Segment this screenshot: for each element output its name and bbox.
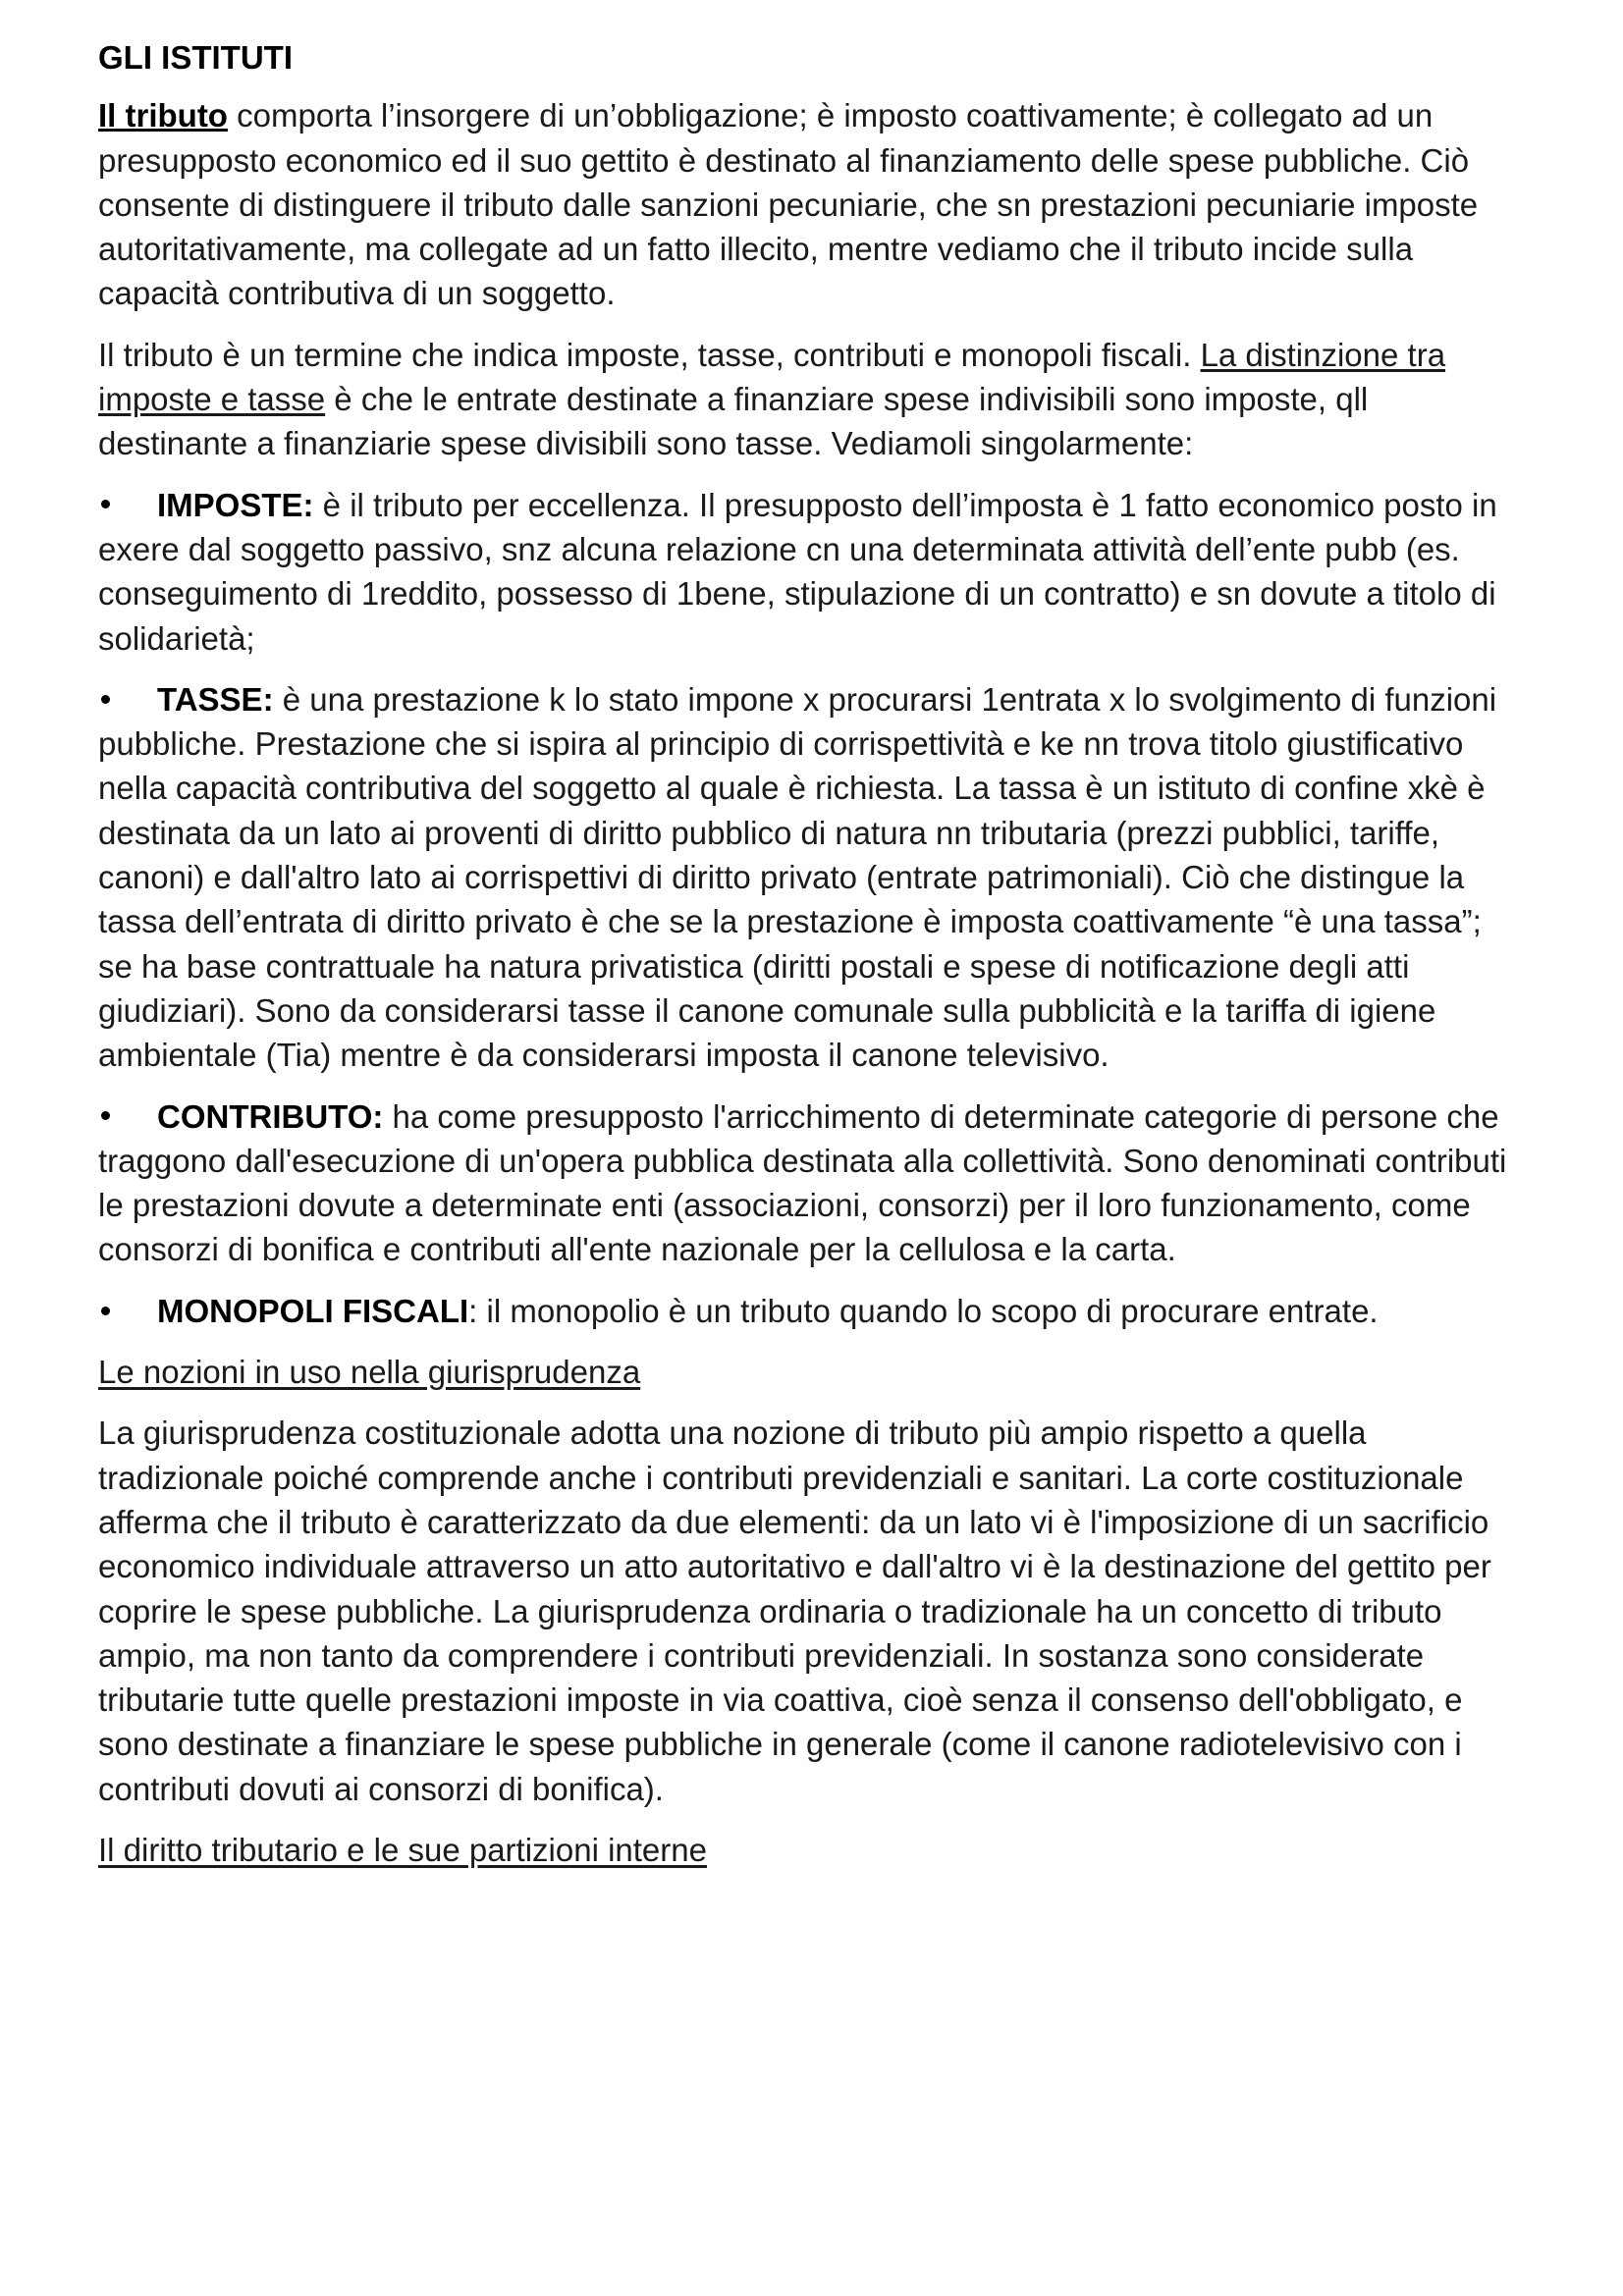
bullet-icon	[98, 677, 157, 721]
intro-text: comporta l’insorgere di un’obbligazione; è imposto coattivamente; è collegato ad un presupposto economico ed il suo gettito è destinato al finanziamento delle spese pubbliche. Ciò consente di distinguere il tributo dalle sanzioni pecuniarie, che sn prestazioni pecuniarie imposte autoritativamente, ma collegate ad un fatto illecito, mentre vediamo che il tributo incide sulla capacità contributiva di un soggetto.	[98, 97, 1479, 312]
bullet-icon	[98, 483, 157, 527]
document-title: GLI ISTITUTI	[98, 39, 293, 76]
section-heading-diritto-tributario: Il diritto tributario e le sue partizioni interne	[98, 1831, 707, 1868]
definition-text-after: è che le entrate destinate a finanziare spese indivisibili sono imposte, qll destinante a finanziarie spese divisibili sono tasse. Vediamoli singolarmente:	[98, 381, 1369, 462]
list-item-monopoli	[98, 1289, 1522, 1333]
list-item-text: : il monopolio è un tributo quando lo scopo di procurare entrate.	[468, 1292, 1379, 1329]
list-item-term: IMPOSTE:	[157, 486, 314, 523]
intro-lead: Il tributo	[98, 97, 228, 134]
list-item-imposte	[98, 483, 1522, 661]
list-item-text: è il tributo per eccellenza. Il presupposto dell’imposta è 1 fatto economico posto in exere dal soggetto passivo, snz alcuna relazione cn una determinata attività dell’ente pubb (es. conseguimento di 1reddito, possesso di 1bene, stipulazione di un contratto) e sn dovute a titolo di solidarietà;	[98, 486, 1497, 657]
list-item-tasse	[98, 677, 1522, 1078]
list-item-term: CONTRIBUTO:	[157, 1097, 384, 1135]
list-item-term: MONOPOLI FISCALI	[157, 1292, 469, 1329]
list-item-text: ha come presupposto l'arricchimento di determinate categorie di persone che traggono dall'esecuzione di un'opera pubblica destinata alla collettività. Sono denominati contributi le prestazioni dovute a determinate enti (associazioni, consorzi) per il loro funzionamento, come consorzi di bonifica e contributi all'ente nazionale per la cellulosa e la carta.	[98, 1097, 1507, 1268]
intro-paragraph	[98, 93, 1522, 315]
document-page	[98, 35, 1522, 1889]
list-item-term: TASSE:	[157, 680, 274, 718]
definition-paragraph	[98, 333, 1522, 466]
list-item-contributo	[98, 1095, 1522, 1272]
bullet-icon	[98, 1289, 157, 1333]
bullet-icon	[98, 1095, 157, 1139]
section-heading-giurisprudenza: Le nozioni in uso nella giurisprudenza	[98, 1354, 641, 1391]
list-item-text: è una prestazione k lo stato impone x procurarsi 1entrata x lo svolgimento di funzioni pubbliche. Prestazione che si ispira al principio di corrispettività e ke nn trova titolo giustificativo nella capacità contributiva del soggetto al quale è richiesta. La tassa è un istituto di confine xkè è destinata da un lato ai proventi di diritto pubblico di natura nn tributaria (prezzi pubblici, tariffe, canoni) e dall'altro lato ai corrispettivi di diritto privato (entrate patrimoniali). Ciò che distingue la tassa dell’entrata di diritto privato è che se la prestazione è imposta coattivamente “è una tassa”; se ha base contrattuale ha natura privatistica (diritti postali e spese di notificazione degli atti giudiziari). Sono da considerarsi tasse il canone comunale sulla pubblicità e la tariffa di igiene ambientale (Tia) mentre è da considerarsi imposta il canone televisivo.	[98, 680, 1497, 1074]
definition-underlined: La distinzione tra imposte e tasse	[98, 336, 1446, 418]
definition-text-before: Il tributo è un termine che indica imposte, tasse, contributi e monopoli fiscali.	[98, 336, 1201, 373]
section-paragraph-giurisprudenza: La giurisprudenza costituzionale adotta una nozione di tributo più ampio rispetto a quella tradizionale poiché comprende anche i contributi previdenziali e sanitari. La corte costituzionale afferma che il tributo è caratterizzato da due elementi: da un lato vi è l'imposizione di un sacrificio economico individuale attraverso un atto autoritativo e dall'altro vi è la destinazione del gettito per coprire le spese pubbliche. La giurisprudenza ordinaria o tradizionale ha un concetto di tributo ampio, ma non tanto da comprendere i contributi previdenziali. In sostanza sono considerate tributarie tutte quelle prestazioni imposte in via coattiva, cioè senza il consenso dell'obbligato, e sono destinate a finanziare le spese pubbliche in generale (come il canone radiotelevisivo con i contributi dovuti ai consorzi di bonifica).	[98, 1415, 1491, 1807]
